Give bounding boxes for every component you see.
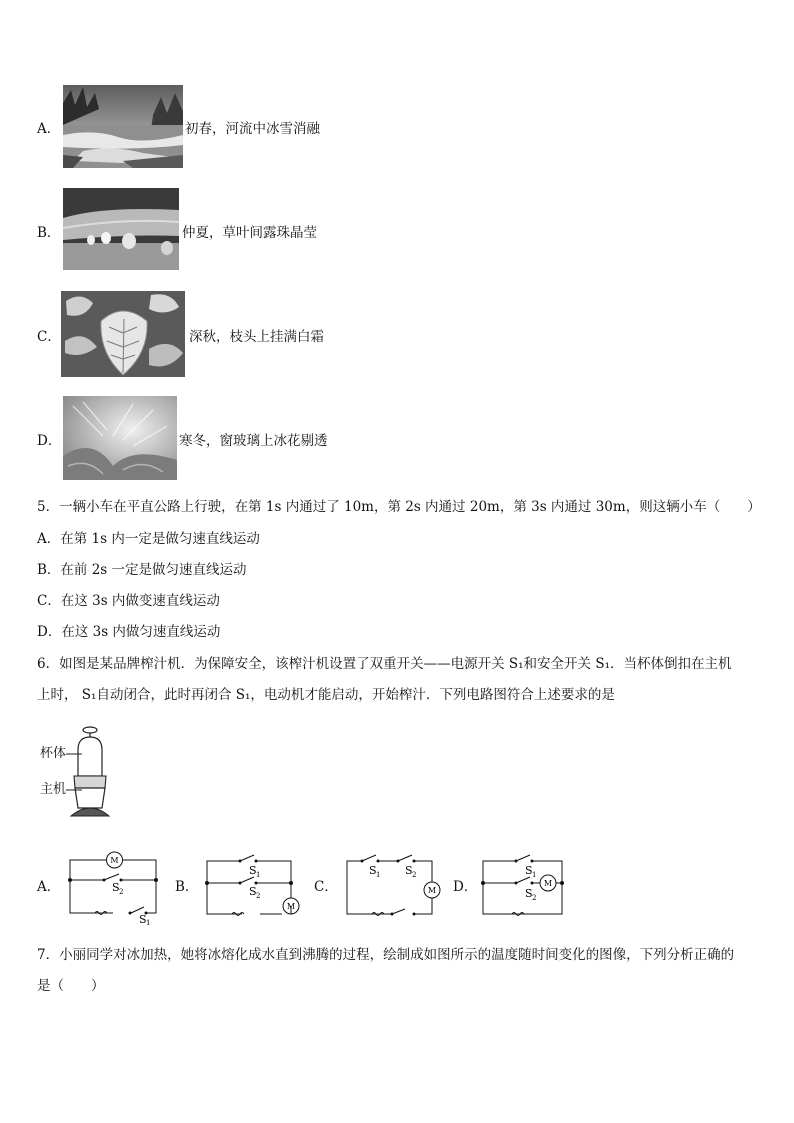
option-letter: A． [37, 879, 61, 895]
circuit-diagram-a [64, 847, 162, 925]
switch-label: S [369, 864, 377, 877]
option-text: 寒冬，窗玻璃上冰花剔透 [179, 433, 328, 449]
question-stem-line-2: 是（ ） [37, 978, 105, 994]
option-a: A．在第 1s 内一定是做匀速直线运动 [37, 531, 260, 547]
option-letter: D． [37, 433, 62, 449]
window-ice-flowers-photo [63, 396, 177, 480]
motor-symbol: M [286, 902, 296, 911]
switch-label: S [525, 864, 533, 877]
switch-subscript: 1 [146, 919, 151, 925]
question-stem-line-1: 6．如图是某品牌榨汁机．为保障安全，该榨汁机设置了双重开关——电源开关 S₁和安全开关 S₁．当杯体倒扣在主机 [37, 656, 732, 672]
option-text: 仲夏，草叶间露珠晶莹 [182, 225, 317, 241]
cup-body-label: 杯体 [40, 746, 67, 761]
juicer-drawing [38, 720, 128, 828]
switch-label: S [405, 864, 413, 877]
question-stem-line-1: 7．小丽同学对冰加热，她将冰熔化成水直到沸腾的过程，绘制成如图所示的温度随时间变化的图像，下列分析正确的 [37, 947, 735, 963]
switch-subscript: 2 [119, 888, 124, 896]
river-ice-melting-photo [63, 85, 183, 168]
option-letter: C． [37, 329, 61, 345]
question-stem-line-2: 上时， S₁自动闭合，此时再闭合 S₁，电动机才能启动，开始榨汁．下列电路图符合上述要求的是 [37, 687, 615, 703]
circuit-diagram-c [342, 851, 444, 921]
switch-subscript: 2 [412, 871, 417, 879]
motor-symbol: M [110, 856, 119, 865]
option-letter: D． [453, 879, 478, 895]
switch-subscript: 2 [532, 894, 537, 902]
motor-symbol: M [543, 879, 553, 888]
option-d: D．在这 3s 内做匀速直线运动 [37, 624, 221, 640]
circuit-diagram-d [478, 851, 574, 921]
frost-on-leaves-photo [61, 291, 185, 377]
switch-label: S [525, 887, 533, 900]
switch-label: S [249, 885, 257, 898]
switch-label: S [112, 881, 120, 894]
switch-label: S [249, 864, 257, 877]
switch-subscript: 1 [376, 871, 381, 879]
switch-subscript: 1 [256, 871, 261, 879]
motor-symbol: M [427, 886, 437, 895]
option-letter: B． [175, 879, 199, 895]
option-b: B．在前 2s 一定是做匀速直线运动 [37, 562, 247, 578]
option-c: C．在这 3s 内做变速直线运动 [37, 593, 220, 609]
switch-subscript: 2 [256, 892, 261, 900]
option-text: 深秋，枝头上挂满白霜 [189, 329, 324, 345]
juicer-figure [38, 720, 128, 828]
option-letter: A． [37, 121, 61, 137]
main-unit-label: 主机 [40, 782, 67, 797]
option-letter: B． [37, 225, 61, 241]
option-text: 初春，河流中冰雪消融 [185, 121, 320, 137]
question-stem: 5．一辆小车在平直公路上行驶，在第 1s 内通过了 10m，第 2s 内通过 20m，第 3s 内通过 30m，则这辆小车（ ） [37, 499, 761, 515]
option-letter: C． [314, 879, 338, 895]
switch-subscript: 1 [532, 871, 537, 879]
circuit-diagram-b [202, 851, 304, 921]
dew-on-leaf-photo [63, 188, 179, 270]
switch-label: S [139, 913, 147, 925]
